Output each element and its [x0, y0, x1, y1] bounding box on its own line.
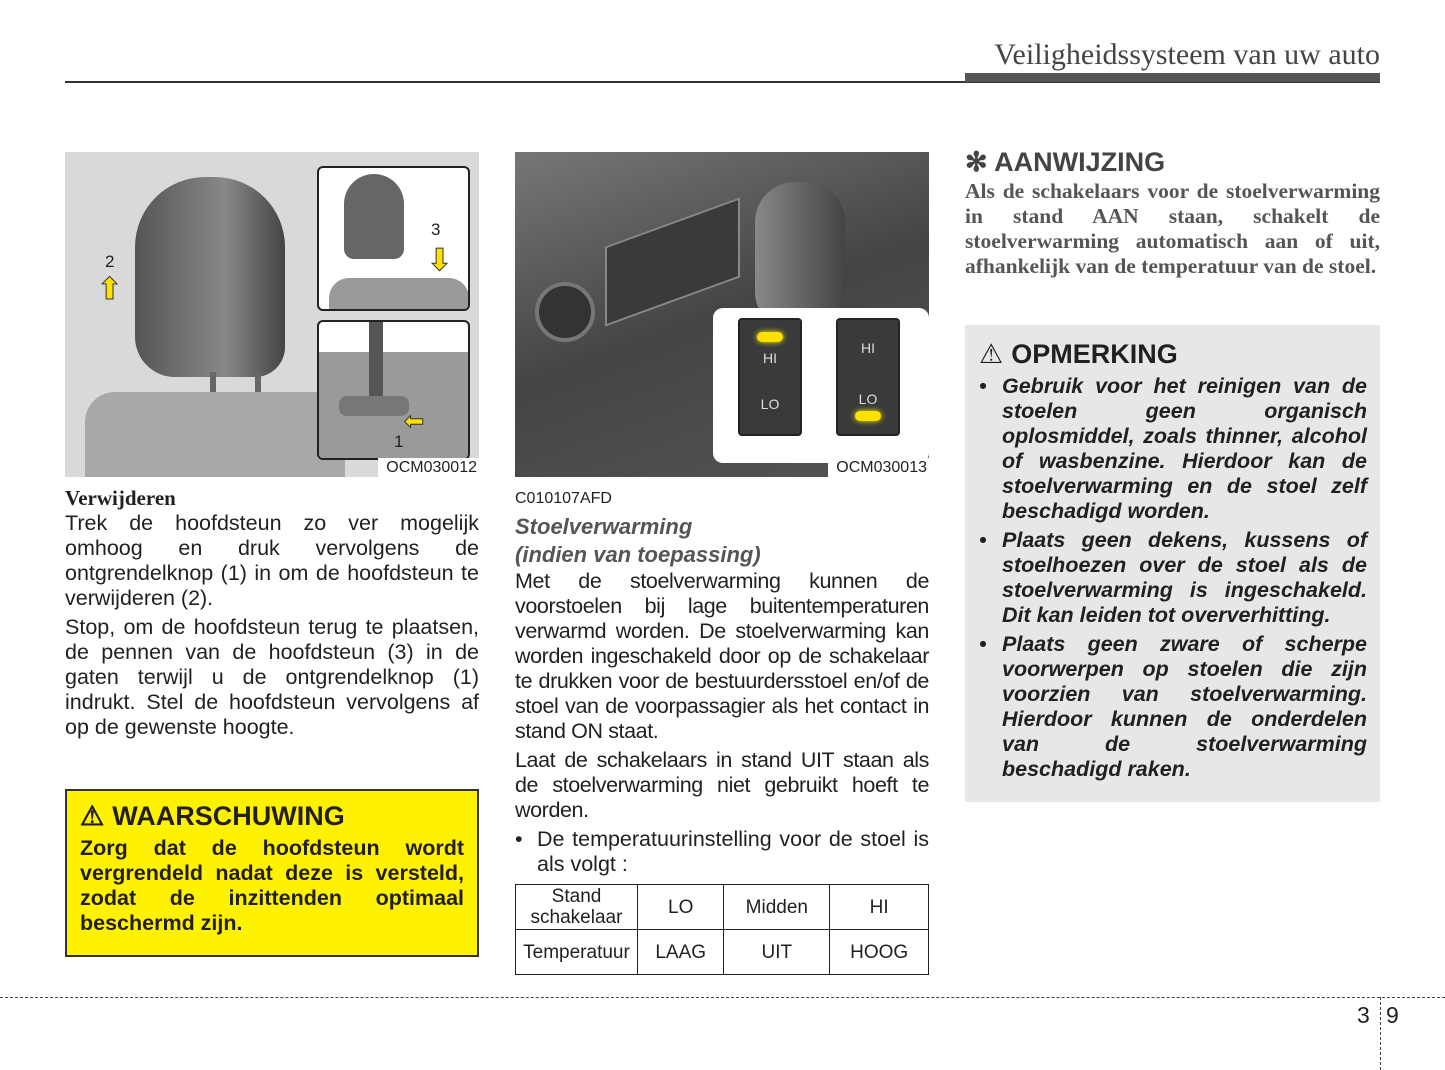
- switch-panel: [605, 197, 740, 326]
- callout-1: 1: [394, 432, 404, 451]
- figure-code: OCM030013: [828, 458, 929, 477]
- section-heading: Verwijderen: [65, 486, 176, 510]
- warning-title: WAARSCHUWING: [112, 801, 345, 831]
- callout-3: 3: [431, 220, 441, 239]
- figure-code: OCM030012: [378, 458, 479, 477]
- seat-heater-illustration: [515, 152, 929, 477]
- table-cell: LO: [638, 885, 724, 930]
- footer-divider: [1380, 997, 1381, 1070]
- hi-label: HI: [861, 340, 875, 356]
- paragraph: Met de stoelverwarming kunnen de voorstoelen bij lage buitentemperaturen verwarmd worden. De stoelverwarming kan worden ingeschakeld door op de schakelaar te drukken voor de bestuurdersstoel en/of de stoel van de voorpassagier als het contact in stand ON staat.: [515, 569, 929, 743]
- table-cell: HOOG: [830, 930, 929, 975]
- table-row: [516, 885, 929, 930]
- inset-top: [317, 166, 470, 311]
- temperature-table: [515, 884, 929, 975]
- table-cell: Midden: [724, 885, 830, 930]
- caution-triangle-icon: ⚠: [979, 339, 1004, 369]
- lo-label: LO: [858, 391, 878, 407]
- arrow-up-icon: ⬆: [97, 273, 123, 306]
- paragraph: Laat de schakelaars in stand UIT staan als de stoelverwarming niet gebruikt hoeft te worden.: [515, 748, 929, 822]
- notice-box: [965, 325, 1380, 802]
- notice-item: • Plaats geen zware of scherpe voorwerpen op stoelen die zijn voorzien van stoelverwarming. Hierdoor kunnen de onderdelen van de stoelverwarming beschadigd raken.: [979, 632, 1367, 782]
- callout-2: 2: [105, 252, 115, 271]
- running-header: Veiligheidssysteem van uw auto: [994, 38, 1380, 71]
- headrest-illustration: [65, 152, 479, 477]
- header-bar: [965, 73, 1380, 82]
- arrow-press-icon: ⬅: [404, 408, 425, 435]
- note-text: Als de schakelaars voor de stoelverwarming in stand AAN staan, schakelt de stoelverwarming automatisch aan of uit, afhankelijk van de temperatuur van de stoel.: [965, 179, 1380, 278]
- table-cell: Stand schakelaar: [516, 885, 638, 930]
- headrest-shape: [135, 177, 285, 377]
- callout-zoom: [713, 308, 929, 463]
- warning-box: [65, 789, 479, 957]
- inset-bottom: [317, 320, 470, 460]
- passenger-switch: [836, 318, 900, 436]
- paragraph: Stop, om de hoofdsteun terug te plaatsen, de pennen van de hoofdsteun (3) in de gaten terwijl u de ontgrendelknop (1) indrukt. Stel de hoofdsteun vervolgens af op de gewenste hoogte.: [65, 615, 479, 739]
- table-cell: Temperatuur: [516, 930, 638, 975]
- driver-switch: [738, 318, 802, 436]
- section-title: Stoelverwarming: [515, 514, 693, 539]
- table-cell: UIT: [724, 930, 830, 975]
- table-cell: LAAG: [638, 930, 724, 975]
- arrow-down-icon: ⬇: [427, 244, 453, 277]
- paragraph: Trek de hoofdsteun zo ver mogelijk omhoog en druk vervolgens de ontgrendelknop (1) in om de hoofdsteun te verwijderen (2).: [65, 511, 479, 610]
- section-code: C010107AFD: [515, 490, 612, 507]
- note-title: ✻ AANWIJZING: [965, 147, 1166, 177]
- footer-rule: [0, 997, 1445, 998]
- page-number: 9: [1386, 1002, 1399, 1028]
- bullet-text: De temperatuurinstelling voor de stoel is als volgt :: [537, 827, 929, 876]
- notice-item: • Gebruik voor het reinigen van de stoelen geen organisch oplosmiddel, zoals thinner, alcohol of wasbenzine. Hierdoor kan de stoelverwarming en de stoel zelf beschadigd worden.: [979, 374, 1367, 524]
- lo-label: LO: [760, 396, 780, 412]
- warning-triangle-icon: ⚠: [80, 801, 105, 831]
- table-row: [516, 930, 929, 975]
- table-cell: HI: [830, 885, 929, 930]
- hi-label: HI: [763, 350, 777, 366]
- bullet-item: • De temperatuurinstelling voor de stoel is als volgt :: [515, 827, 929, 876]
- notice-title: OPMERKING: [1011, 339, 1178, 369]
- section-subtitle: (indien van toepassing): [515, 542, 761, 567]
- notice-item: • Plaats geen dekens, kussens of stoelhoezen over de stoel als de stoelverwarming is ingeschakeld. Dit kan leiden tot oververhitting.: [979, 528, 1367, 628]
- section-number: 3: [1357, 1002, 1370, 1028]
- warning-text: Zorg dat de hoofdsteun wordt vergrendeld nadat deze is versteld, zodat de inzittenden optimaal beschermd zijn.: [80, 836, 464, 935]
